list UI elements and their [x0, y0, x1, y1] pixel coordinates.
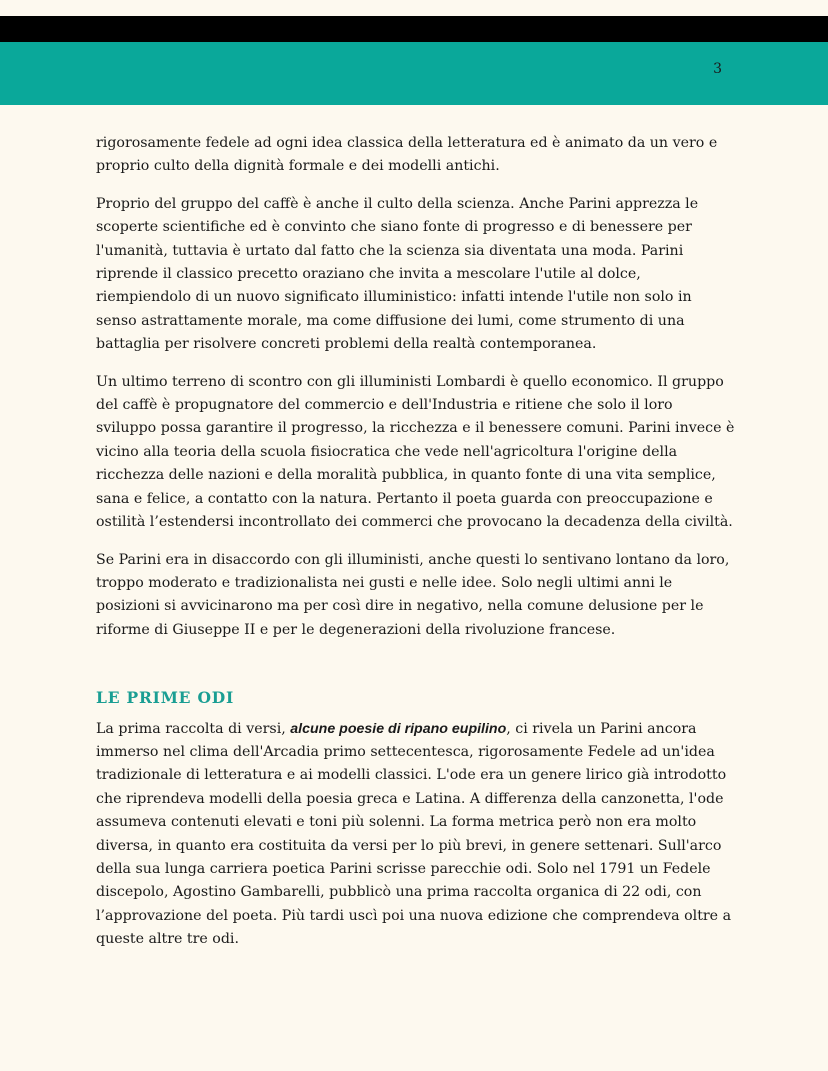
- section-heading: LE PRIME ODI: [96, 688, 235, 708]
- document-body: [96, 132, 736, 966]
- section-text-before: La prima raccolta di versi,: [96, 720, 291, 737]
- header-black-bar: [0, 16, 828, 42]
- work-title: alcune poesie di ripano eupilino: [290, 720, 507, 737]
- paragraph-3: Un ultimo terreno di scontro con gli illuministi Lombardi è quello economico. Il gruppo del caffè è propugnatore del commercio e dell'Industria e ritiene che solo il loro sviluppo possa garantire il progresso, la ricchezza e il benessere comuni. Parini invece è vicino alla teoria della scuola fisiocratica che vede nell'agricoltura l'origine della ricchezza delle nazioni e della moralità pubblica, in quanto fonte di una vita semplice, sana e felice, a contatto con la natura. Pertanto il poeta guarda con preoccupazione e ostilità l’estendersi incontrollato dei commerci che provocano la decadenza della civiltà.: [96, 373, 735, 531]
- paragraph-4: Se Parini era in disaccordo con gli illuministi, anche questi lo sentivano lontano da loro, troppo moderato e tradizionalista nei gusti e nelle idee. Solo negli ultimi anni le posizioni si avvicinarono ma per così dire in negativo, nella comune delusione per le riforme di Giuseppe II e per le degenerazioni della rivoluzione francese.: [96, 551, 730, 638]
- section-paragraph: [96, 718, 736, 952]
- header-teal-bar: [0, 42, 828, 105]
- paragraph-1: rigorosamente fedele ad ogni idea classica della letteratura ed è animato da un vero e proprio culto della dignità formale e dei modelli antichi.: [96, 135, 718, 175]
- top-margin: [0, 0, 828, 16]
- paragraph-2: Proprio del gruppo del caffè è anche il culto della scienza. Anche Parini apprezza le scoperte scientifiche ed è convinto che siano fonte di progresso e di benessere per l'umanità, tuttavia è urtato dal fatto che la scienza sia diventata una moda. Parini riprende il classico precetto oraziano che invita a mescolare l'utile al dolce, riempiendolo di un nuovo significato illuministico: infatti intende l'utile non solo in senso astrattamente morale, ma come diffusione dei lumi, come strumento di una battaglia per risolvere concreti problemi della realtà contemporanea.: [96, 195, 699, 353]
- section-text-after: , ci rivela un Parini ancora immerso nel clima dell'Arcadia primo settecentesca, rigorosamente Fedele ad un'idea tradizionale di letteratura e ai modelli classici. L'ode era un genere lirico già introdotto che riprendeva modelli della poesia greca e Latina. A differenza della canzonetta, l'ode assumeva contenuti elevati e toni più solenni. La forma metrica però non era molto diversa, in quanto era costituita da versi per lo più brevi, in genere settenari. Sull'arco della sua lunga carriera poetica Parini scrisse parecchie odi. Solo nel 1791 un Fedele discepolo, Agostino Gambarelli, pubblicò una prima raccolta organica di 22 odi, con l’approvazione del poeta. Più tardi uscì poi una nuova edizione che comprendeva oltre a queste altre tre odi.: [96, 720, 732, 948]
- page-number: 3: [713, 61, 722, 77]
